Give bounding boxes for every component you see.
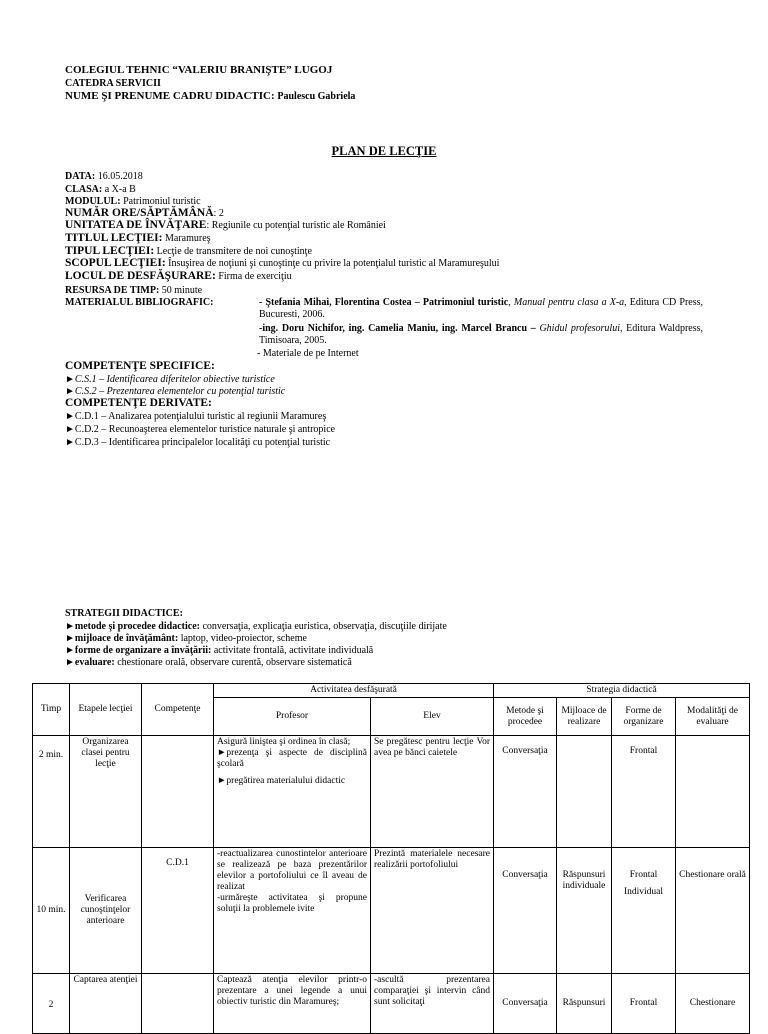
row-teacher: Captează atenţia elevilor printr-o prezentare a unei legende a unui obiectiv turistic din Maramureş; [214,974,371,1034]
row-stage: Captarea atenţiei [70,974,142,1034]
table-row [33,736,750,848]
strategy-means: ►mijloace de învăţământ: laptop, video-proiector, scheme [65,633,307,644]
info-time: RESURSA DE TIMP: 50 minute [65,285,203,296]
info-place: LOCUL DE DESFĂŞURARE: Firma de exerciţiu [65,270,292,282]
competence-cd3: ►C.D.3 – Identificarea principalelor localităţi cu potenţial turistic [65,437,331,448]
info-purpose: SCOPUL LECŢIEI: Însuşirea de noţiuni şi cunoştinţe cu privire la potenţialul turistic al Maramureşului [65,257,500,269]
header-stages: Etapele lecţiei [70,684,142,736]
info-module: MODULUL: Patrimoniul turistic [65,196,201,207]
row-time: 10 min. [33,848,70,974]
department: CATEDRA SERVICII [65,78,161,89]
teacher-line [65,90,355,103]
row-stage: Verificarea cunoştinţelor anterioare [70,848,142,974]
competence-cd2: ►C.D.2 – Recunoaşterea elementelor turistice naturale şi antropice [65,424,336,435]
info-lesson-title: TITLUL LECŢIEI: Maramureş [65,232,211,244]
teacher-label: NUME ŞI PRENUME CADRU DIDACTIC: [65,90,275,102]
row-teacher: -reactualizarea cunostintelor anterioare se realizează pe baza prezentărilor elevilor a portofoliului ce îl aveau de realizat -urmăreşte activitatea şi propune soluţii la problemele ivite [214,848,371,974]
info-date: DATA: 16.05.2018 [65,171,143,182]
row-forms: Frontal [612,974,676,1034]
info-biblio-label: MATERIALUL BIBLIOGRAFIC: [65,297,214,308]
competence-cs1: ►C.S.1 – Identificarea diferitelor obiective turistice [65,374,275,385]
row-eval [676,736,750,848]
row-means: Răspunsuri [557,974,612,1034]
header-time: Timp [33,684,70,736]
header-methods: Metode şi procedee [494,698,557,736]
row-methods: Conversaţia [494,736,557,848]
header-means: Mijloace de realizare [557,698,612,736]
row-student: -ascultă prezentarea comparaţiei şi intervin când sunt solicitaţi [371,974,494,1034]
row-eval: Chestionare orală [676,848,750,974]
bibliography-ref-3: - Materiale de pe Internet [257,348,359,359]
row-forms: Frontal [612,736,676,848]
row-methods: Conversaţia [494,848,557,974]
row-teacher: Asigură liniştea şi ordinea în clasă; ►prezenţa şi aspecte de disciplină şcolară ►pregătirea materialului didactic [214,736,371,848]
info-class: CLASA: a X-a B [65,184,136,195]
table-row [33,974,750,1034]
teacher-name: Paulescu Gabriela [277,91,356,102]
strategy-evaluation: ►evaluare: chestionare orală, observare curentă, observare sistematică [65,657,352,668]
row-competence: C.D.1 [142,848,214,974]
header-strategy: Strategia didactică [494,684,750,698]
row-time: 2 min. [33,736,70,848]
row-means [557,736,612,848]
row-means: Răspunsuri individuale [557,848,612,974]
row-methods: Conversaţia [494,974,557,1034]
school-name: COLEGIUL TEHNIC “VALERIU BRANIŞTE” LUGOJ [65,64,333,76]
header-activity: Activitatea desfăşurată [214,684,494,698]
header-eval: Modalităţi de evaluare [676,698,750,736]
bibliography-ref-2: -ing. Doru Nichifor, ing. Camelia Maniu, ing. Marcel Brancu – Ghidul profesorului, Editura Waldpress, Timisoara, 2005. [259,323,704,346]
row-eval: Chestionare [676,974,750,1034]
competence-cs2: ►C.S.2 – Prezentarea elementelor cu potenţial turistic [65,386,286,397]
page-title: PLAN DE LECŢIE [331,144,437,158]
row-stage: Organizarea clasei pentru lecţie [70,736,142,848]
row-competence [142,736,214,848]
row-forms: Frontal Individual [612,848,676,974]
table-row [33,848,750,974]
strategy-methods: ►metode şi procedee didactice: conversaţia, explicaţia euristica, observaţia, discuţiile dirijate [65,621,447,632]
derived-competences-label: COMPETENŢE DERIVATE: [65,397,212,409]
header-forms: Forme de organizare [612,698,676,736]
info-hours: NUMĂR ORE/SĂPTĂMÂNĂ: 2 [65,207,224,219]
strategies-label: STRATEGII DIDACTICE: [65,608,183,619]
bibliography-ref-1: - Ştefania Mihai, Florentina Costea – Patrimoniul turistic, Manual pentru clasa a X-a, Editura CD Press, Bucuresti, 2006. [259,297,704,320]
info-unit: UNITATEA DE ÎNVĂŢARE: Regiunile cu potenţial turistic ale României [65,219,386,231]
row-student: Prezintă materialele necesare realizării portofoliului [371,848,494,974]
header-competences: Competenţe [142,684,214,736]
header-teacher: Profesor [214,698,371,736]
row-competence [142,974,214,1034]
strategy-forms: ►forme de organizare a învăţării: activitate frontală, activitate individuală [65,645,374,656]
lesson-table [32,683,750,1034]
competence-cd1: ►C.D.1 – Analizarea potenţialului turistic al regiunii Maramureş [65,411,327,422]
info-lesson-type: TIPUL LECŢIEI: Lecţie de transmitere de noi cunoştinţe [65,245,312,257]
row-student: Se pregătesc pentru lecţie Vor avea pe bănci caietele [371,736,494,848]
specific-competences-label: COMPETENŢE SPECIFICE: [65,360,215,372]
header-student: Elev [371,698,494,736]
table-header-row-1 [33,684,750,698]
row-time: 2 [33,974,70,1034]
